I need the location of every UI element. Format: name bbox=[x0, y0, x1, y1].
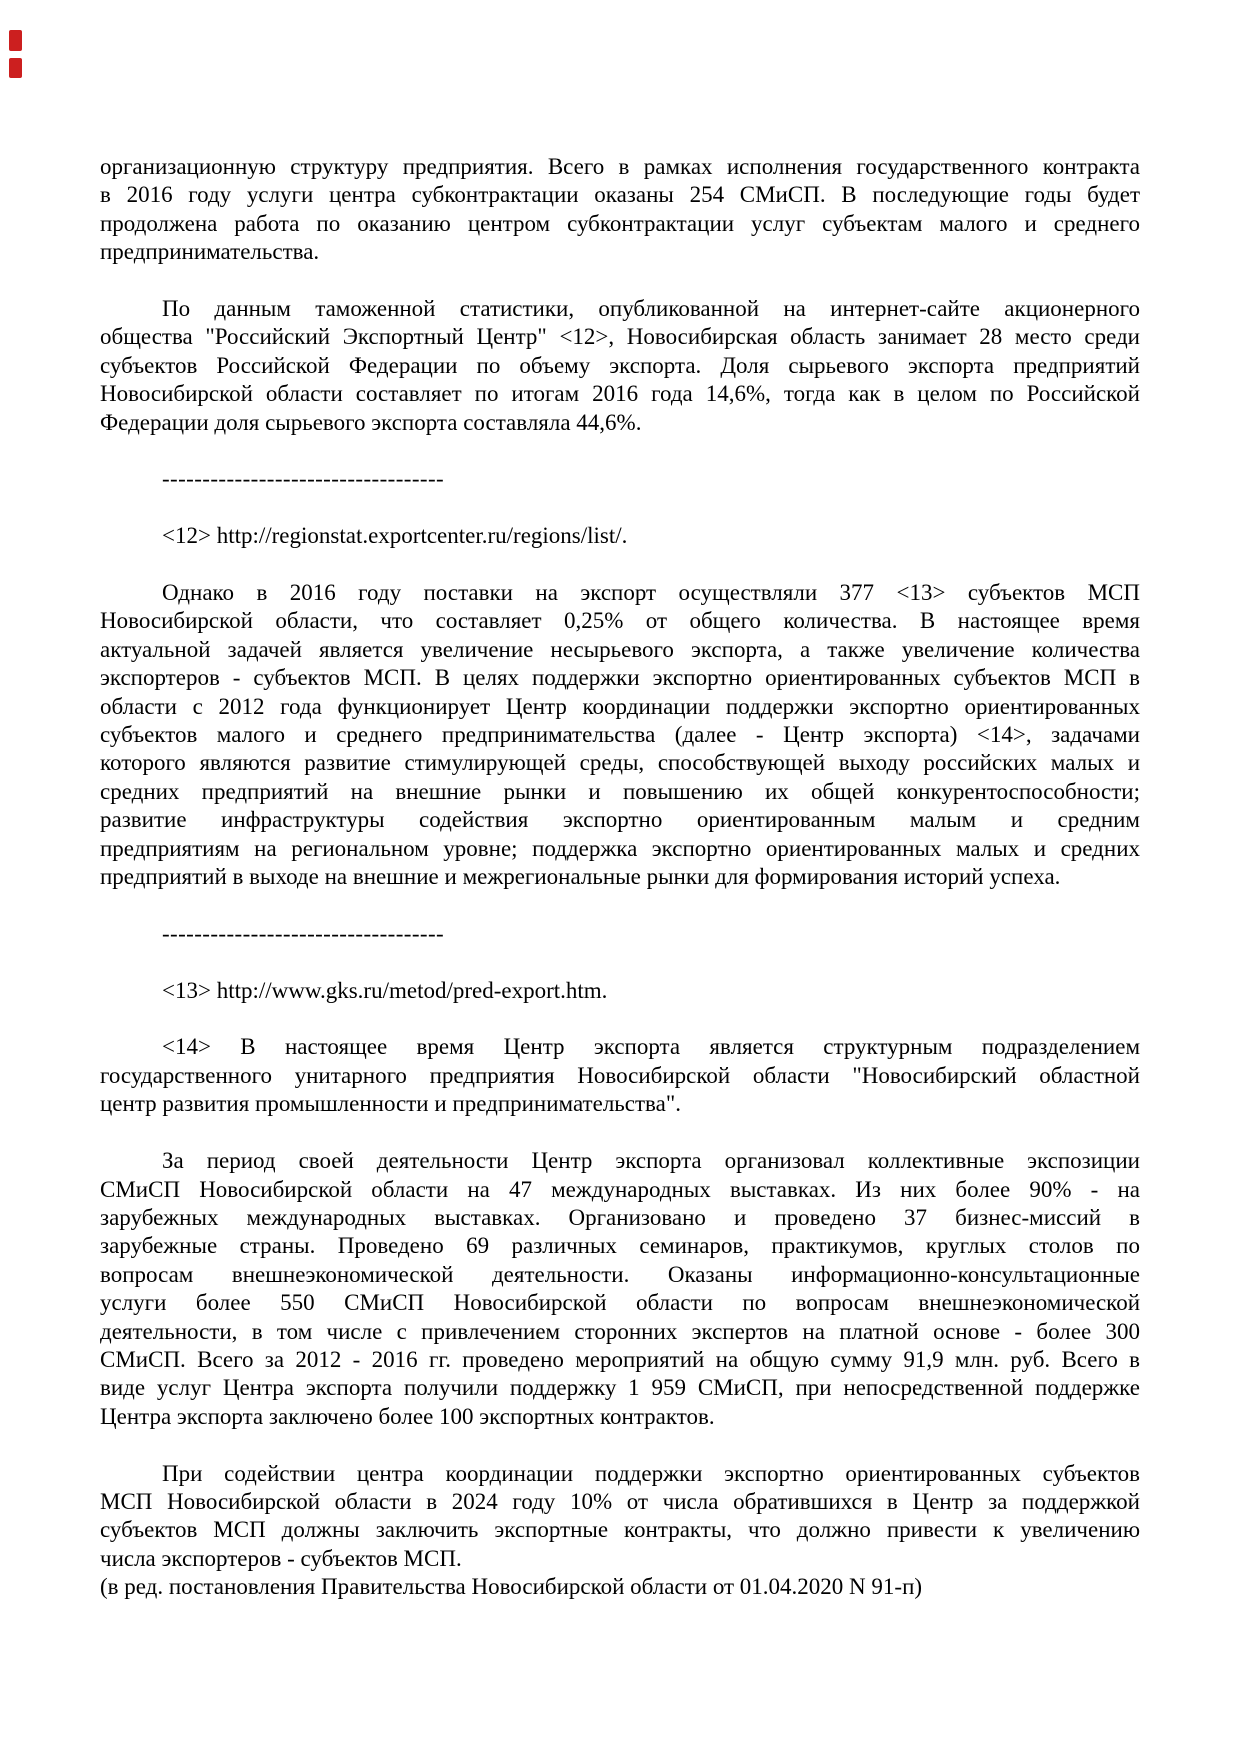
paragraph-export-center-activity bbox=[100, 1147, 1140, 1431]
text-line: предпринимательства. bbox=[100, 239, 320, 265]
text-line: государственного унитарного предприятия Новосибирской области "Новосибирский областной bbox=[100, 1062, 1140, 1088]
footnote-13 bbox=[100, 977, 1140, 1005]
text-line: Новосибирской области, что составляет 0,25% от общего количества. В настоящее время bbox=[100, 608, 1140, 634]
separator-line: ----------------------------------- bbox=[162, 466, 445, 492]
paragraph-subcontracting bbox=[100, 153, 1140, 267]
paragraph-2024-target bbox=[100, 1460, 1140, 1602]
footnote-12 bbox=[100, 522, 1140, 550]
text-line: <13> http://www.gks.ru/metod/pred-export.htm. bbox=[162, 977, 608, 1003]
text-line: МСП Новосибирской области в 2024 году 10% от числа обратившихся в Центр за поддержкой bbox=[100, 1488, 1140, 1514]
text-line: зарубежных международных выставках. Организовано и проведено 37 бизнес-миссий в bbox=[100, 1204, 1140, 1230]
text-line: деятельности, в том числе с привлечением сторонних экспертов на платной основе - более 300 bbox=[100, 1318, 1140, 1344]
text-line: субъектов МСП должны заключить экспортные контракты, что должно привести к увеличению bbox=[100, 1517, 1140, 1543]
text-line: актуальной задачей является увеличение несырьевого экспорта, а также увеличение количества bbox=[100, 636, 1140, 662]
text-line: По данным таможенной статистики, опубликованной на интернет-сайте акционерного bbox=[162, 296, 1140, 322]
text-line: <14> В настоящее время Центр экспорта является структурным подразделением bbox=[162, 1034, 1140, 1060]
text-line: которого являются развитие стимулирующей среды, способствующей выходу российских малых и bbox=[100, 750, 1140, 776]
text-line: Центра экспорта заключено более 100 экспортных контрактов. bbox=[100, 1403, 715, 1429]
text-line: продолжена работа по оказанию центром субконтрактации услуг субъектам малого и среднего bbox=[100, 210, 1140, 236]
text-line: предприятиям на региональном уровне; поддержка экспортно ориентированных малых и средних bbox=[100, 835, 1140, 861]
text-line: центр развития промышленности и предпринимательства". bbox=[100, 1091, 681, 1117]
text-line: За период своей деятельности Центр экспорта организовал коллективные экспозиции bbox=[162, 1148, 1140, 1174]
text-line: числа экспортеров - субъектов МСП. bbox=[100, 1545, 462, 1571]
footnote-14 bbox=[100, 1033, 1140, 1118]
text-line: средних предприятий на внешние рынки и повышению их общей конкурентоспособности; bbox=[100, 778, 1140, 804]
text-line: виде услуг Центра экспорта получили поддержку 1 959 СМиСП, при непосредственной поддержке bbox=[100, 1375, 1140, 1401]
footnote-separator-2 bbox=[100, 920, 1140, 948]
text-line: экспортеров - субъектов МСП. В целях поддержки экспортно ориентированных субъектов МСП в bbox=[100, 665, 1140, 691]
text-line: общества "Российский Экспортный Центр" <12>, Новосибирская область занимает 28 место среди bbox=[100, 324, 1140, 350]
paragraph-export-2016 bbox=[100, 579, 1140, 891]
text-line: <12> http://regionstat.exportcenter.ru/regions/list/. bbox=[162, 523, 628, 549]
text-line: области с 2012 года функционирует Центр координации поддержки экспортно ориентированных bbox=[100, 693, 1140, 719]
text-line: услуги более 550 СМиСП Новосибирской области по вопросам внешнеэкономической bbox=[100, 1290, 1140, 1316]
text-line: Федерации доля сырьевого экспорта составляла 44,6%. bbox=[100, 409, 642, 435]
text-line: При содействии центра координации поддержки экспортно ориентированных субъектов bbox=[162, 1460, 1140, 1486]
text-line: организационную структуру предприятия. Всего в рамках исполнения государственного контракта bbox=[100, 154, 1140, 179]
text-line: субъектов Российской Федерации по объему экспорта. Доля сырьевого экспорта предприятий bbox=[100, 352, 1140, 378]
text-line: Новосибирской области составляет по итогам 2016 года 14,6%, тогда как в целом по Российской bbox=[100, 381, 1140, 407]
document-body bbox=[100, 153, 1140, 1602]
text-line: Однако в 2016 году поставки на экспорт осуществляли 377 <13> субъектов МСП bbox=[162, 580, 1140, 606]
paragraph-customs-statistics bbox=[100, 295, 1140, 437]
text-line: в 2016 году услуги центра субконтрактации оказаны 254 СМиСП. В последующие годы будет bbox=[100, 182, 1140, 208]
footnote-separator-1 bbox=[100, 465, 1140, 493]
separator-line: ----------------------------------- bbox=[162, 920, 445, 946]
text-line: СМиСП. Всего за 2012 - 2016 гг. проведено мероприятий на общую сумму 91,9 млн. руб. Всего в bbox=[100, 1346, 1140, 1372]
text-line: СМиСП Новосибирской области на 47 международных выставках. Из них более 90% - на bbox=[100, 1176, 1140, 1202]
text-line: зарубежные страны. Проведено 69 различных семинаров, практикумов, круглых столов по bbox=[100, 1233, 1140, 1259]
text-line: вопросам внешнеэкономической деятельности. Оказаны информационно-консультационные bbox=[100, 1261, 1140, 1287]
text-line: предприятий в выходе на внешние и межрегиональные рынки для формирования историй успеха. bbox=[100, 864, 1061, 890]
text-line: (в ред. постановления Правительства Новосибирской области от 01.04.2020 N 91-п) bbox=[100, 1574, 923, 1600]
text-line: субъектов малого и среднего предпринимательства (далее - Центр экспорта) <14>, задачами bbox=[100, 722, 1140, 748]
text-line: развитие инфраструктуры содействия экспортно ориентированным малым и средним bbox=[100, 807, 1140, 833]
